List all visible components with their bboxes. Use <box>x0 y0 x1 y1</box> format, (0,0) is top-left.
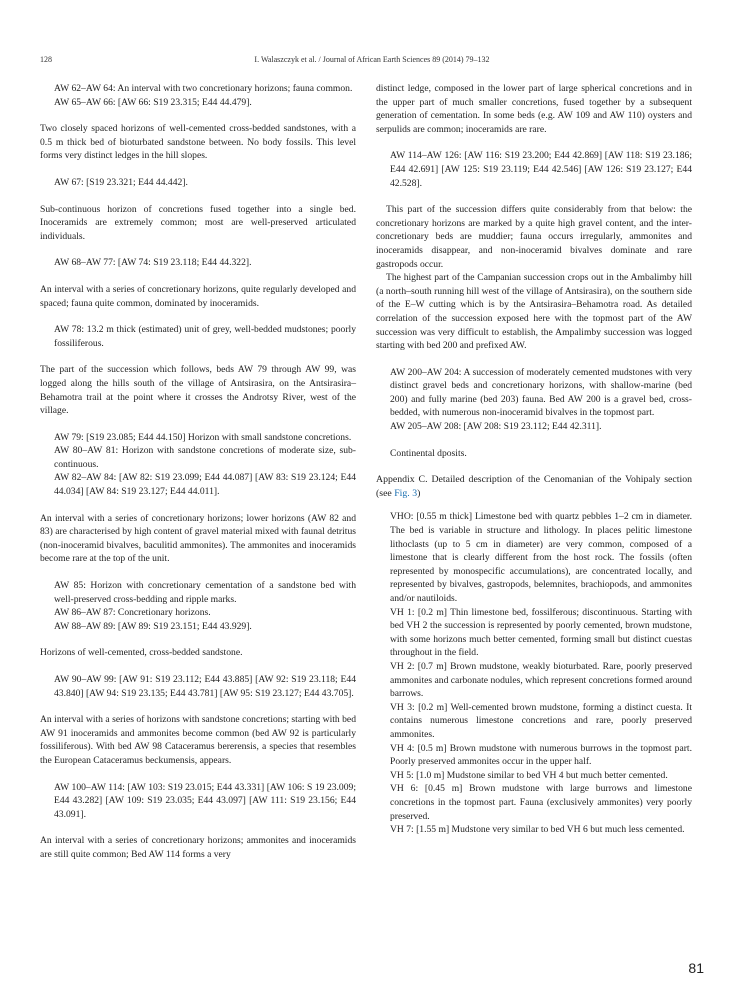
bed-line: AW 68–AW 77: [AW 74: S19 23.118; E44 44.322]. <box>54 257 252 269</box>
bed-line: AW 114–AW 126: [AW 116: S19 23.200; E44 42.869] [AW 118: S19 23.186; E44 42.691] [AW 125: S19 23.119; E44 42.546] [AW 126: S19 23.127; E44 42.528]. <box>390 150 692 189</box>
body-paragraph: Two closely spaced horizons of well-cemented cross-bedded sandstones, with a 0.5 m thick bed of bioturbated sandstone between. No body fossils. This level forms very distinct ledges in the hill slopes. <box>40 123 356 162</box>
vh-entry: VH 7: [1.55 m] Mudstone very similar to bed VH 6 but much less cemented. <box>390 824 685 836</box>
body-paragraph: An interval with a series of concretionary horizons; ammonites and inoceramids are still quite common; Bed AW 114 forms a very <box>40 835 356 860</box>
bed-line: AW 79: [S19 23.085; E44 44.150] Horizon with small sandstone concretions. <box>54 431 352 443</box>
figure-link[interactable]: Fig. 3 <box>394 487 418 499</box>
body-paragraph: Sub-continuous horizon of concretions fused together into a single bed. Inoceramids are extremely common; most are well-preserved articulated individuals. <box>40 203 356 242</box>
bed-line: AW 80–AW 81: Horizon with sandstone concretions of moderate size, sub-continuous. <box>54 445 356 470</box>
vh-entry: VHO: [0.55 m thick] Limestone bed with quartz pebbles 1–2 cm in diameter. The bed is variable in structure and lithology. In places pelitic limestone lithoclasts (up to 5 cm in diameter) are very common, composed of a limestone that is clearly different from the host rock. The fossils (often represented by monospecific accumulations), are concentrated locally, and represented by bivalves, gastropods, belemnites, brachiopods, and ammonites and/or nautiloids. <box>390 511 692 604</box>
bed-line: AW 65–AW 66: [AW 66: S19 23.315; E44 44.479]. <box>54 96 252 108</box>
body-paragraph: An interval with a series of concretionary horizons; lower horizons (AW 82 and 83) are characterised by high content of gravel material mixed with faunal detritus (non-inoceramid bivalves, baculitid ammonites). The ammonites and inoceramids become rare at the top of the unit. <box>40 512 356 565</box>
body-paragraph: Horizons of well-cemented, cross-bedded sandstone. <box>40 647 243 659</box>
body-paragraph: distinct ledge, composed in the lower part of large spherical concretions and in the upper part of much smaller concretions, fused together by a subsequent generation of cementation. In some beds (e.g. AW 109 and AW 110) oysters and serpulids are common; inoceramids are rare. <box>376 83 692 135</box>
appendix-heading-text: Appendix C. Detailed description of the Cenomanian of the Vohipaly section (see <box>376 474 692 499</box>
body-paragraph: The part of the succession which follows, beds AW 79 through AW 99, was logged along the hills south of the village of Antsirasira, on the Antsirasira–Behamotra trail at the point where it crosses the Androtsy River, west of the village. <box>40 364 356 417</box>
body-paragraph: The highest part of the Campanian succession crops out in the Ambalimby hill (a north–south running hill west of the village of Antsirasira), on the southern side of the E–W cutting which is by the Antsirasira–Behamotra road. As detailed correlation of the succession exposed here with the topmost part of the AW succession was very difficult to establish, the Ampalimby succession was logged starting with bed 200 and prefixed AW. <box>376 272 692 352</box>
body-paragraph: This part of the succession differs quite considerably from that below: the concretionary horizons are marked by a quite high gravel content, and the inter-concretionary beds are muddier; fauna occurs irregularly, ammonites and inoceramids disappear, and non-inoceramid bivalves dominate and rare gastropods occur. <box>376 204 692 270</box>
bed-entry <box>40 431 356 499</box>
bed-line: AW 88–AW 89: [AW 89: S19 23.151; E44 43.929]. <box>54 620 252 632</box>
vh-entry: VH 1: [0.2 m] Thin limestone bed, fossilferous; discontinuous. Starting with bed VH 2 the succession is represented by poorly cemented, brown mudstone, with some horizons much better cemented, forming small but distinct cuestas throughout in the field. <box>390 606 692 659</box>
bed-line: AW 205–AW 208: [AW 208: S19 23.112; E44 42.311]. <box>390 421 602 433</box>
bed-line: AW 82–AW 84: [AW 82: S19 23.099; E44 44.087] [AW 83: S19 23.124; E44 44.034] [AW 84: S19 23.127; E44 44.011]. <box>54 472 356 498</box>
page-number: 128 <box>40 55 52 64</box>
bed-entry <box>376 366 692 434</box>
appendix-heading-end: ) <box>417 487 421 499</box>
vh-entry: VH 4: [0.5 m] Brown mudstone with numerous burrows in the topmost part. Poorly preserved ammonites occur in the upper half. <box>390 742 692 768</box>
vh-entry: VH 6: [0.45 m] Brown mudstone with large burrows and limestone concretions in the topmost part. Fauna (exclusively ammonites) very poorly preserved. <box>390 783 692 822</box>
body-paragraph: An interval with a series of horizons with sandstone concretions; starting with bed AW 91 inoceramids and ammonites become common (bed AW 92 is particularly fossiliferous). With bed AW 98 Cataceramus bererensis, a species that resembles the European Cataceramus beckumensis, appears. <box>40 714 356 766</box>
bed-entry <box>40 256 356 270</box>
body-paragraph: An interval with a series of concretionary horizons, quite regularly developed and spaced; fauna quite common, dominated by inoceramids. <box>40 283 356 309</box>
bed-entry <box>40 323 356 350</box>
bed-entry <box>376 447 692 461</box>
bed-line: Continental dposits. <box>390 447 467 459</box>
bed-entry <box>40 781 356 822</box>
bed-line: AW 62–AW 64: An interval with two concretionary horizons; fauna common. <box>54 83 353 94</box>
bed-line: AW 85: Horizon with concretionary cementation of a sandstone bed with well-preserved cross-bedding and ripple marks. <box>54 580 356 605</box>
running-title: I. Walaszczyk et al. / Journal of African Earth Sciences 89 (2014) 79–132 <box>254 55 490 64</box>
bed-line: AW 86–AW 87: Concretionary horizons. <box>54 607 211 619</box>
vh-entry: VH 5: [1.0 m] Mudstone similar to bed VH 4 but much better cemented. <box>390 769 668 781</box>
page-header <box>40 55 704 69</box>
bed-entry <box>376 149 692 190</box>
bed-line: AW 100–AW 114: [AW 103: S19 23.015; E44 43.331] [AW 106: S 19 23.009; E44 43.282] [AW 109: S19 23.035; E44 43.097] [AW 111: S19 23.156; E44 43.091]. <box>54 781 356 820</box>
bed-entry <box>40 579 356 633</box>
bed-line: AW 200–AW 204: A succession of moderately cemented mudstones with very distinct gravel beds and concretionary horizons, with shallow-marine (bed 200) and fully marine (bed 203) fauna. Bed AW 200 is a gravel bed, cross-bedded, with numerous non-inoceramid bivalves in the topmost part. <box>390 366 692 419</box>
bed-line: AW 78: 13.2 m thick (estimated) unit of grey, well-bedded mudstones; poorly fossiliferous. <box>54 324 356 349</box>
right-column <box>376 82 692 837</box>
vh-entry-list <box>376 510 692 836</box>
folio-number: 81 <box>688 960 704 976</box>
bed-entry <box>40 82 356 109</box>
bed-entry <box>40 673 356 700</box>
bed-entry <box>40 176 356 190</box>
left-column <box>40 82 356 875</box>
vh-entry: VH 3: [0.2 m] Well-cemented brown mudstone, forming a distinct cuesta. It contains numerous limestone concretions and rare, poorly preserved ammonites. <box>390 701 692 740</box>
bed-line: AW 90–AW 99: [AW 91: S19 23.112; E44 43.885] [AW 92: S19 23.118; E44 43.840] [AW 94: S19 23.135; E44 43.781] [AW 95: S19 23.127; E44 43.705]. <box>54 674 356 699</box>
appendix-heading <box>376 473 692 500</box>
bed-line: AW 67: [S19 23.321; E44 44.442]. <box>54 176 188 188</box>
vh-entry: VH 2: [0.7 m] Brown mudstone, weakly bioturbated. Rare, poorly preserved ammonites and carbonate nodules, which represent concretions formed around barrows. <box>390 660 692 700</box>
